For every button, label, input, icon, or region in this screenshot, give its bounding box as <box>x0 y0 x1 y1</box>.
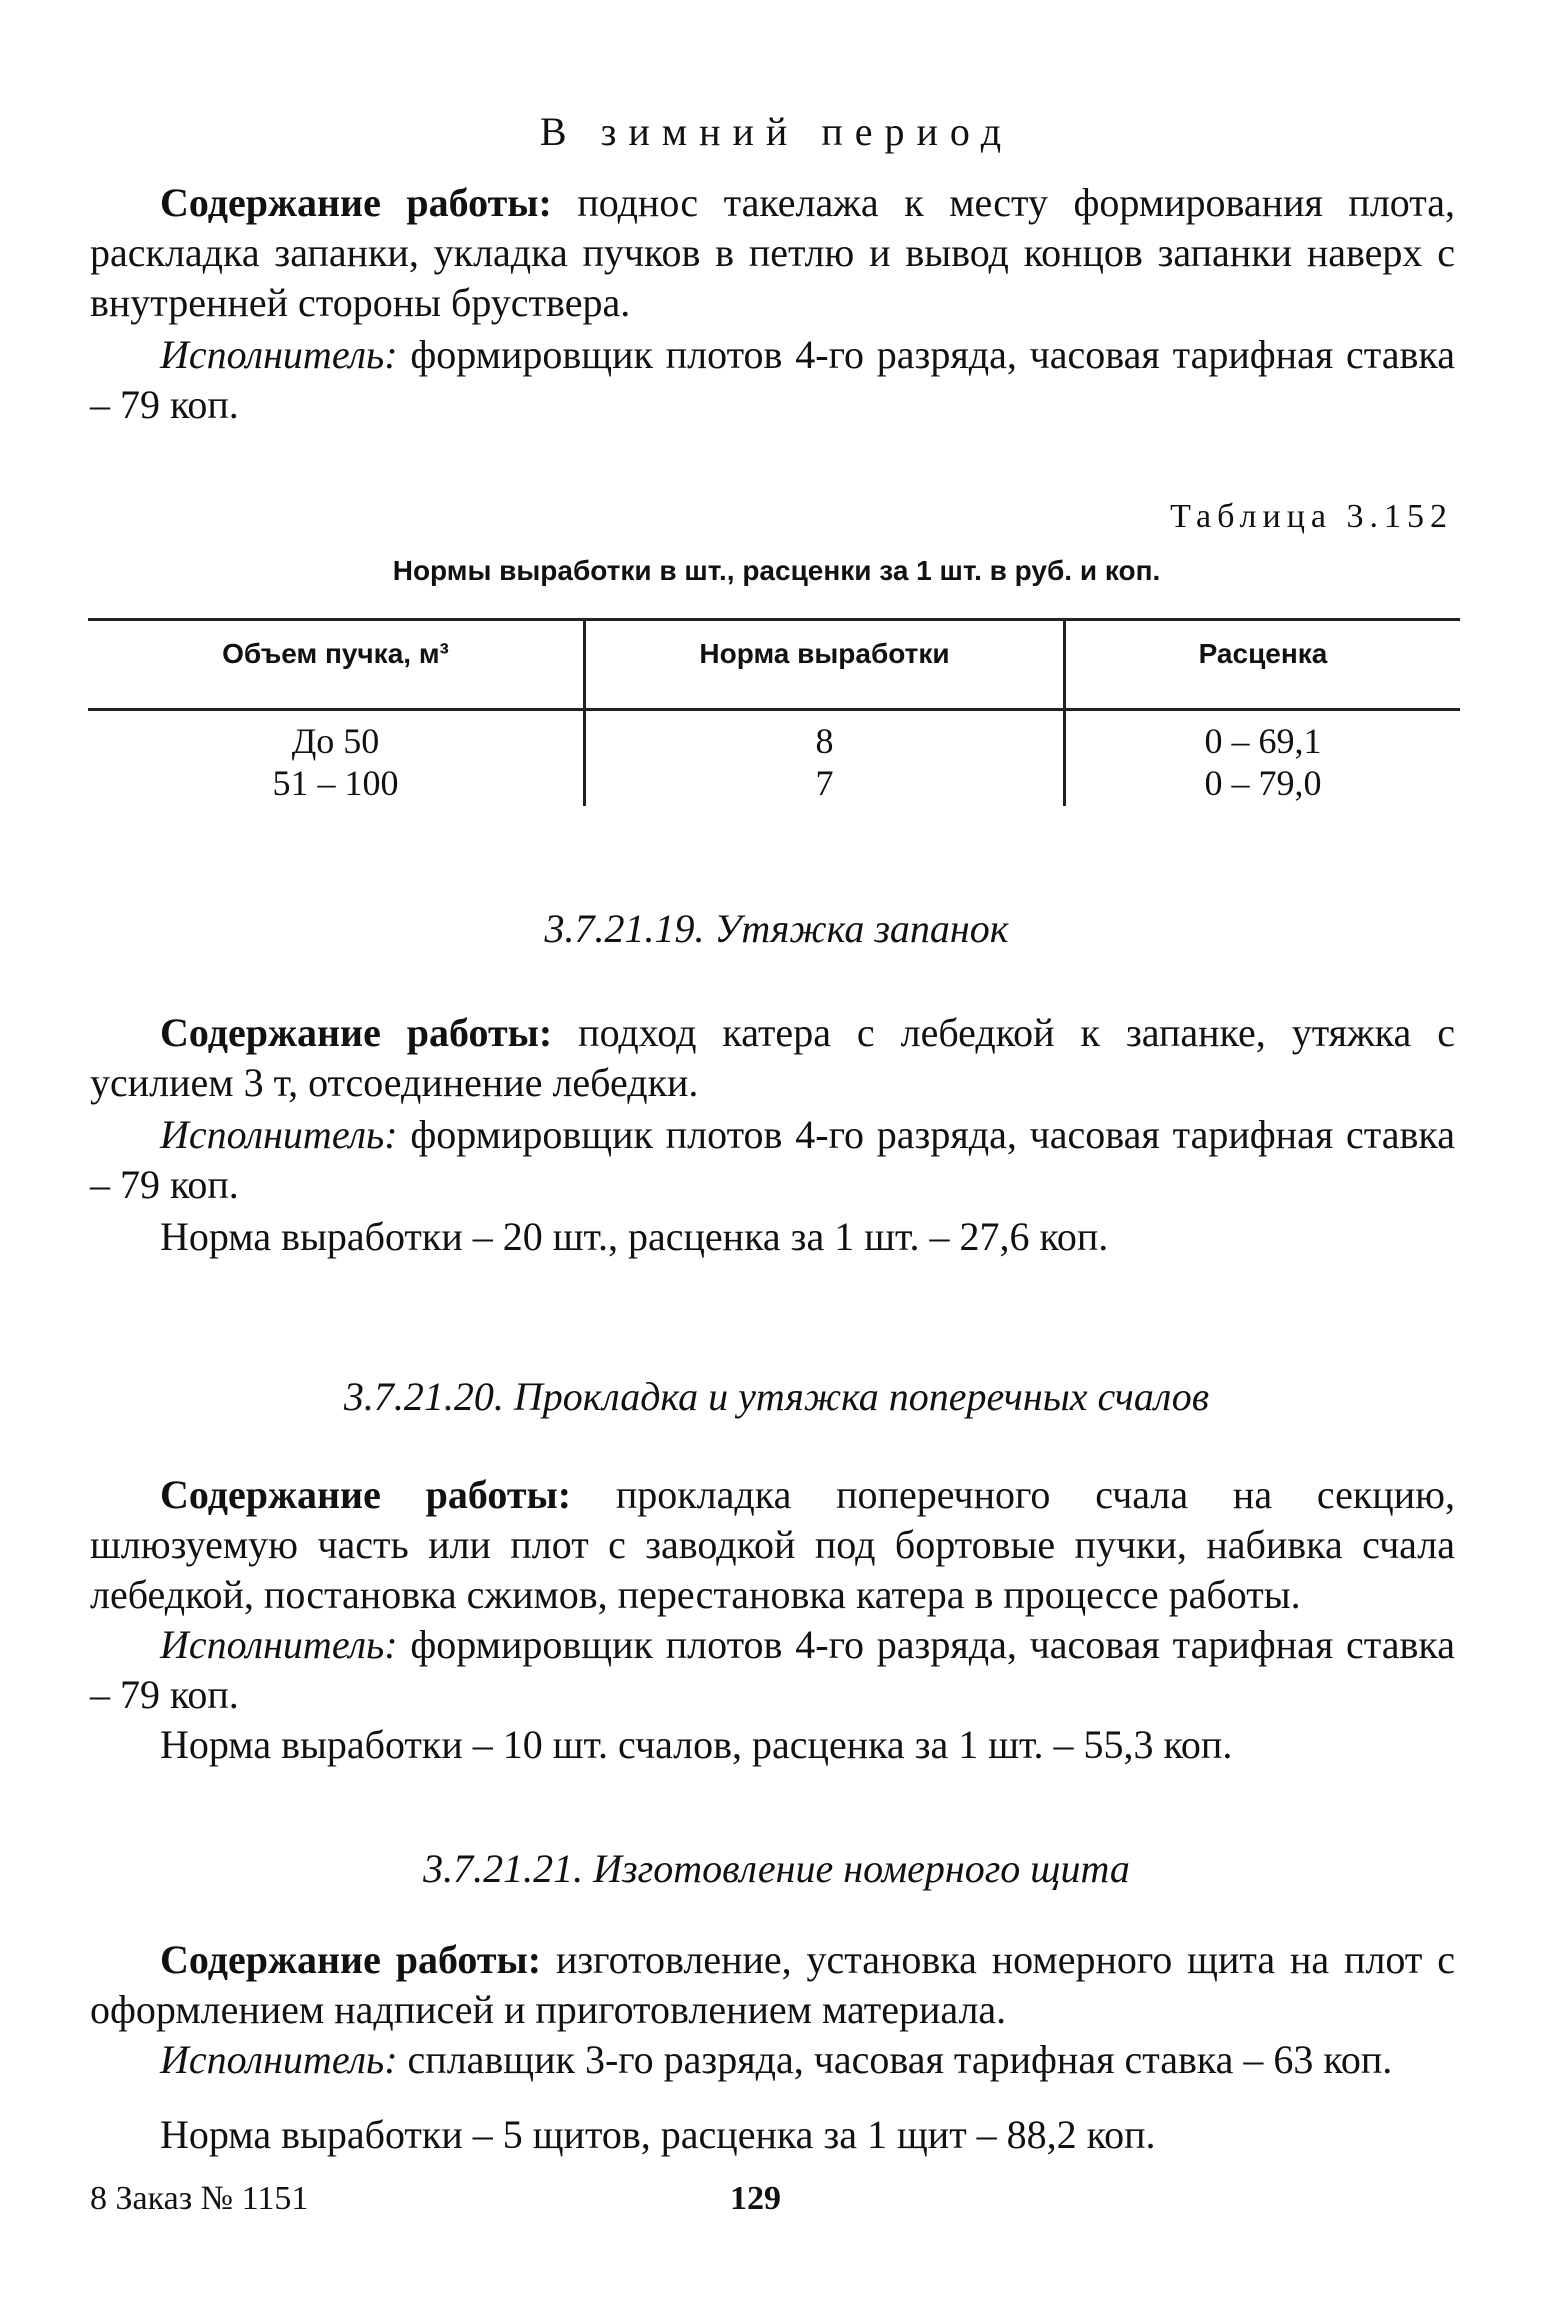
section-content-paragraph <box>90 1008 1455 1108</box>
content-text: поднос такелажа к месту формирования плота, раскладка запанки, укладка пучков в петлю и вывод концов запанки наверх с внутренней стороны бруствера. <box>90 180 1455 325</box>
norm-text: Норма выработки – 10 шт. счалов, расценка за 1 шт. – 55,3 коп. <box>160 1722 1233 1767</box>
footer-order-number: 8 Заказ № 1151 <box>90 2180 309 2217</box>
table-cell: 51 – 100 <box>272 763 399 803</box>
table-header-cell: Объем пучка, м³ <box>222 638 449 669</box>
table-header-rule <box>88 708 1460 711</box>
content-label: Содержание работы: <box>160 1010 553 1055</box>
section-title: 3.7.21.20. Прокладка и утяжка поперечных счалов <box>343 1374 1210 1419</box>
content-text: подход катера с лебедкой к запанке, утяжка с усилием 3 т, отсоединение лебедки. <box>90 1010 1455 1105</box>
winter-content-paragraph <box>90 178 1455 328</box>
content-text: прокладка поперечного счала на секцию, шлюзуемую часть или плот с заводкой под бортовые пучки, набивка счала лебедкой, постановка сжимов, перестановка катера в процессе работы. <box>90 1472 1456 1617</box>
section-content-paragraph <box>90 1935 1455 2035</box>
section-executor-paragraph <box>90 2035 1455 2085</box>
content-label: Содержание работы: <box>160 1937 542 1982</box>
table-cell: 8 <box>815 721 834 761</box>
executor-text: формировщик плотов 4-го разряда, часовая тарифная ставка – 79 коп. <box>90 332 1455 427</box>
section-norm-paragraph <box>90 1212 1455 1262</box>
content-text: изготовление, установка номерного щита на плот с оформлением надписей и приготовлением материала. <box>90 1937 1455 2032</box>
content-label: Содержание работы: <box>160 1472 572 1517</box>
executor-text: сплавщик 3-го разряда, часовая тарифная ставка – 63 коп. <box>397 2037 1393 2082</box>
norm-text: Норма выработки – 20 шт., расценка за 1 шт. – 27,6 коп. <box>160 1214 1109 1259</box>
table-cell: До 50 <box>291 721 380 761</box>
table-title: Нормы выработки в шт., расценки за 1 шт. в руб. и коп. <box>392 555 1161 586</box>
table-cell: 7 <box>815 763 834 803</box>
winter-executor-paragraph <box>90 330 1455 430</box>
section-norm-paragraph <box>90 1720 1455 1770</box>
table-header-cell: Норма выработки <box>699 638 950 669</box>
executor-label: Исполнитель: <box>160 332 398 377</box>
norm-text: Норма выработки – 5 щитов, расценка за 1 щит – 88,2 коп. <box>160 2112 1156 2157</box>
executor-label: Исполнитель: <box>160 1112 398 1157</box>
executor-label: Исполнитель: <box>160 1622 398 1667</box>
section-executor-paragraph <box>90 1620 1455 1720</box>
content-label: Содержание работы: <box>160 180 552 225</box>
section-norm-paragraph <box>90 2110 1455 2160</box>
page-number: 129 <box>730 2180 781 2217</box>
table-top-rule <box>88 618 1460 621</box>
executor-text: формировщик плотов 4-го разряда, часовая тарифная ставка – 79 коп. <box>90 1112 1455 1207</box>
section-title: 3.7.21.19. Утяжка запанок <box>544 906 1009 951</box>
table-cell: 0 – 79,0 <box>1204 763 1322 803</box>
executor-text: формировщик плотов 4-го разряда, часовая тарифная ставка – 79 коп. <box>90 1622 1455 1717</box>
section-executor-paragraph <box>90 1110 1455 1210</box>
table-cell: 0 – 69,1 <box>1204 721 1322 761</box>
section-title: 3.7.21.21. Изготовление номерного щита <box>423 1846 1130 1891</box>
executor-label: Исполнитель: <box>160 2037 398 2082</box>
table-header-cell: Расценка <box>1198 638 1328 669</box>
table-caption: Таблица 3.152 <box>1170 498 1453 535</box>
heading-winter-period: В зимний период <box>539 109 1014 154</box>
section-content-paragraph <box>90 1470 1455 1620</box>
